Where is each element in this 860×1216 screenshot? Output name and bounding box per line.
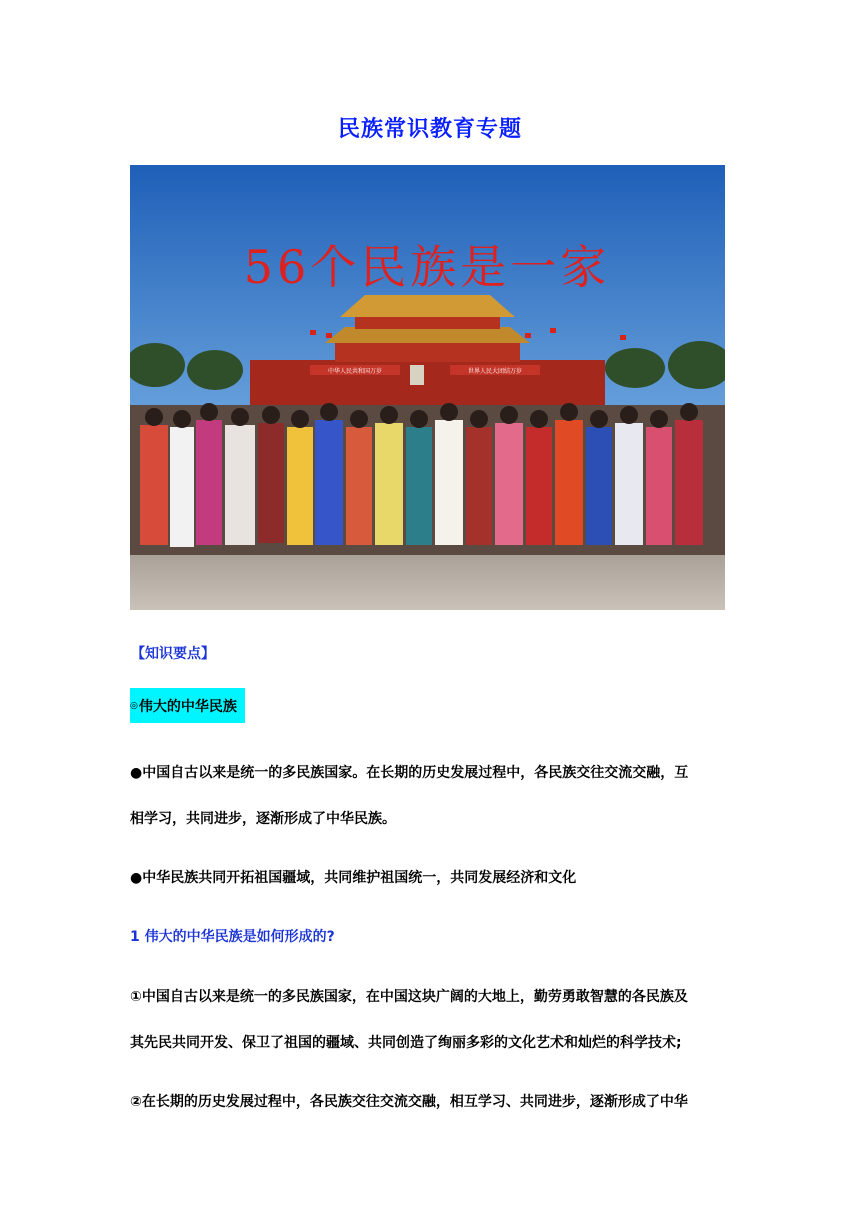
answer-line: 其先民共同开发、保卫了祖国的疆域、共同创造了绚丽多彩的文化艺术和灿烂的科学技术;: [130, 1035, 682, 1051]
answer-line: ①中国自古以来是统一的多民族国家，在中国这块广阔的大地上，勤劳勇敢智慧的各民族及: [130, 989, 688, 1005]
banner-text: 56个民族是一家: [243, 240, 611, 294]
highlight-heading-text: 伟大的中华民族: [138, 698, 237, 715]
gate-sign-left: 中华人民共和国万岁: [327, 368, 383, 375]
knowledge-heading: 【知识要点】: [131, 646, 215, 662]
answer-line: ②在长期的历史发展过程中，各民族交往交流交融，相互学习、共同进步，逐渐形成了中华: [130, 1094, 688, 1110]
paragraph-line: 相学习，共同进步，逐渐形成了中华民族。: [130, 811, 396, 827]
hero-image: [130, 165, 725, 610]
question-heading: 1 伟大的中华民族是如何形成的?: [130, 929, 335, 945]
photo-illustration: [130, 165, 725, 610]
page-title: 民族常识教育专题: [337, 117, 522, 142]
marker-icon: ◎: [130, 700, 138, 711]
paragraph-line: ●中华民族共同开拓祖国疆域，共同维护祖国统一，共同发展经济和文化: [130, 870, 577, 886]
highlight-heading: [130, 688, 245, 723]
gate-sign-right: 世界人民大团结万岁: [467, 368, 523, 375]
paragraph-line: ●中国自古以来是统一的多民族国家。在长期的历史发展过程中，各民族交往交流交融，互: [130, 765, 689, 781]
crowd: [130, 403, 725, 555]
